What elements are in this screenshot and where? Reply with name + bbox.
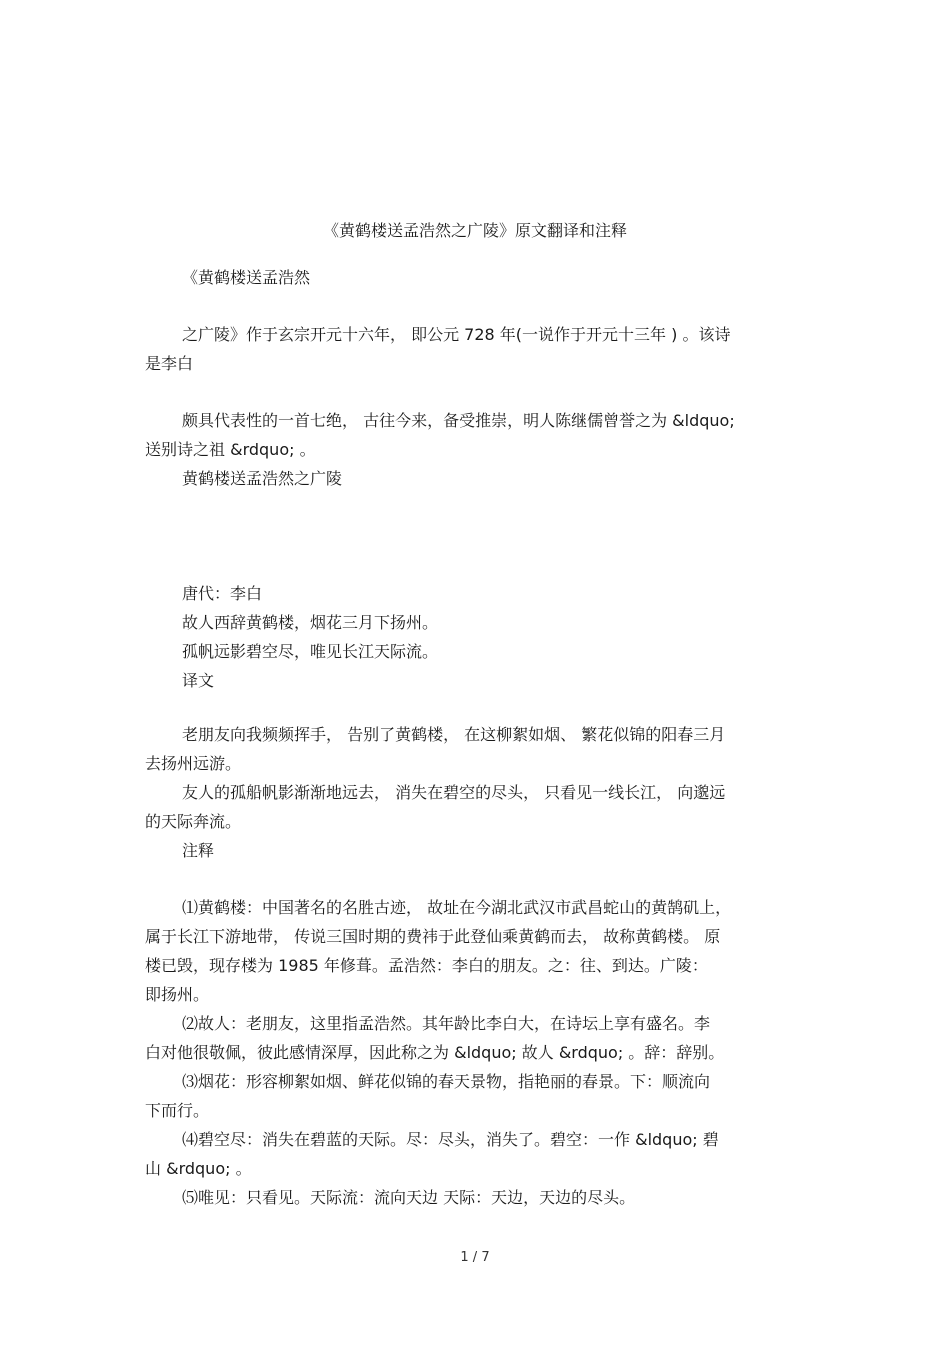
intro-line-1 <box>145 263 810 292</box>
translation-p2a: 友人的孤船帆影渐渐地远去， 消失在碧空的尽头， 只看见一线长江， 向邈远 <box>182 783 726 802</box>
note-1c: 楼已毁，现存楼为 1985 年修葺。孟浩然：李白的朋友。之：往、到达。广陵： <box>145 956 708 975</box>
translation-p2b: 的天际奔流。 <box>145 812 242 831</box>
intro-paragraph-2 <box>145 320 810 378</box>
poem-block <box>145 579 810 695</box>
notes-block <box>145 893 810 1212</box>
note-4a: ⑷碧空尽：消失在碧蓝的天际。尽：尽头，消失了。碧空：一作 &ldquo; 碧 <box>182 1130 719 1149</box>
poem-line-1: 故人西辞黄鹤楼，烟花三月下扬州。 <box>182 613 439 632</box>
note-2b: 白对他很敬佩，彼此感情深厚，因此称之为 &ldquo; 故人 &rdquo; 。辞：辞别。 <box>145 1043 725 1062</box>
intro-text-3a: 颇具代表性的一首七绝， 古往今来，备受推崇，明人陈继儒曾誉之为 &ldquo; <box>182 411 735 430</box>
note-3b: 下而行。 <box>145 1101 210 1120</box>
translation-heading: 译文 <box>182 671 215 690</box>
document-title: 《黄鹤楼送孟浩然之广陵》原文翻译和注释 <box>322 221 627 240</box>
note-4b: 山 &rdquo; 。 <box>145 1159 252 1178</box>
intro-text-3b: 送别诗之祖 &rdquo; 。 <box>145 440 316 459</box>
note-5: ⑸唯见：只看见。天际流：流向天边 天际：天边，天边的尽头。 <box>182 1188 636 1207</box>
translation-p1b: 去扬州远游。 <box>145 754 242 773</box>
page-number: 1 / 7 <box>460 1250 490 1265</box>
note-1d: 即扬州。 <box>145 985 210 1004</box>
intro-text-2a: 之广陵》作于玄宗开元十六年， 即公元 728 年(一说作于开元十三年 ) 。该诗 <box>182 325 731 344</box>
poem-author: 唐代：李白 <box>182 584 263 603</box>
intro-text-1: 《黄鹤楼送孟浩然 <box>182 268 311 287</box>
intro-paragraph-3 <box>145 406 810 493</box>
translation-p1a: 老朋友向我频频挥手， 告别了黄鹤楼， 在这柳絮如烟、 繁花似锦的阳春三月 <box>182 725 726 744</box>
intro-text-2b: 是李白 <box>145 354 194 373</box>
note-2a: ⑵故人：老朋友，这里指孟浩然。其年龄比李白大，在诗坛上享有盛名。李 <box>182 1014 711 1033</box>
translation-block <box>145 720 810 865</box>
note-1a: ⑴黄鹤楼：中国著名的名胜古迹， 故址在今湖北武汉市武昌蛇山的黄鹄矶上， <box>182 898 732 917</box>
note-1b: 属于长江下游地带， 传说三国时期的费祎于此登仙乘黄鹤而去， 故称黄鹤楼。 原 <box>145 927 721 946</box>
poem-title: 黄鹤楼送孟浩然之广陵 <box>182 469 343 488</box>
poem-line-2: 孤帆远影碧空尽，唯见长江天际流。 <box>182 642 439 661</box>
notes-heading: 注释 <box>182 841 215 860</box>
note-3a: ⑶烟花：形容柳絮如烟、鲜花似锦的春天景物，指艳丽的春景。下：顺流向 <box>182 1072 711 1091</box>
